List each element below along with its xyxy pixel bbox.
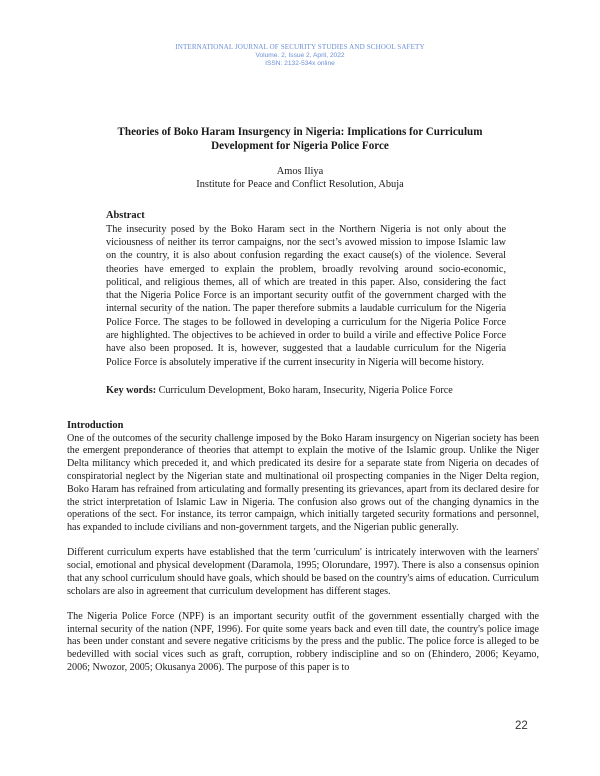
keywords <box>106 384 526 397</box>
abstract-text: The insecurity posed by the Boko Haram sect in the Northern Nigeria is not only about the viciousness of neither its terror campaigns, nor the sect’s avowed mission to impose Islamic law on the country, it is also about confusion regarding the exact cause(s) of the violence. Several theories have emerged to explain the problem, broadly revolving around socio-economic, political, and religious themes, all of which are treated in this paper. Also, considering the fact that the Nigeria Police Force is an important security outfit of the government charged with the internal security of the nation. The paper therefore submits a laudable curriculum for the Nigeria Police Force. The stages to be followed in developing a curriculum for the Nigeria Police Force are highlighted. The objectives to be achieved in order to build a virile and effective Police Force have also been proposed. It is, however, suggested that a laudable curriculum for the Nigeria Police Force is absolutely imperative if the current insecurity in Nigeria will become history. <box>106 223 506 368</box>
keywords-text: Curriculum Development, Boko haram, Insecurity, Nigeria Police Force <box>156 385 453 396</box>
journal-volume-issue: Volume. 2, Issue 2, April, 2022 <box>255 51 345 59</box>
introduction-heading: Introduction <box>67 420 124 431</box>
body-paragraph: The Nigeria Police Force (NPF) is an important security outfit of the government essentially charged with the internal security of the nation (NPF, 1996). For quite some years back and even till date, the country's police image has been under constant and severe negative criticisms by the press and the public. The police force is alleged to be bedevilled with social vices such as graft, corruption, robbery indiscipline and so on (Ehindero, 2006; Keyamo, 2006; Nwozor, 2005; Okusanya 2006). The purpose of this paper is to <box>67 610 539 673</box>
page-number: 22 <box>515 720 528 732</box>
journal-name: INTERNATIONAL JOURNAL OF SECURITY STUDIES AND SCHOOL SAFETY <box>175 43 425 51</box>
author-name: Amos Iliya <box>276 166 324 177</box>
abstract-heading: Abstract <box>106 210 145 221</box>
body-paragraph: One of the outcomes of the security challenge imposed by the Boko Haram insurgency on Nigerian society has been the emergent preponderance of theories that attempt to explain the motive of the Islamic group. Unlike the Niger Delta militancy which preceded it, and which predicated its desire for a separate state from Nigeria on decades of conspiratorial neglect by the Nigerian state and multinational oil prospecting companies in the Niger Delta region, Boko Haram has refrained from articulating and formally presenting its grievances, apart from its declared desire for the strict interpretation of Islamic Law in Nigeria. The confusion also grows out of the changing dynamics in the operations of the sect. For instance, its terror campaign, which initially targeted security formations and personnel, has expanded to include civilians and non-government targets, and the Nigerian public generally. <box>67 432 539 534</box>
journal-issn: ISSN: 2132-534x online <box>265 60 335 68</box>
introduction-section <box>67 420 539 687</box>
body-paragraph: Different curriculum experts have established that the term 'curriculum' is intricately interwoven with the learners' social, emotional and physical development (Daramola, 1995; Olorundare, 1997). There is also a consensus opinion that any school curriculum should have goals, which should be based on the country's aims of education. Curriculum scholars are also in agreement that curriculum development has different stages. <box>67 547 539 597</box>
author-affiliation: Institute for Peace and Conflict Resolution, Abuja <box>196 179 404 190</box>
abstract-section <box>106 210 506 369</box>
author-block <box>100 165 500 191</box>
journal-header <box>0 43 600 69</box>
paper-title: Theories of Boko Haram Insurgency in Nigeria: Implications for Curriculum Development for Nigeria Police Force <box>117 126 483 152</box>
keywords-label: Key words: <box>106 385 157 396</box>
